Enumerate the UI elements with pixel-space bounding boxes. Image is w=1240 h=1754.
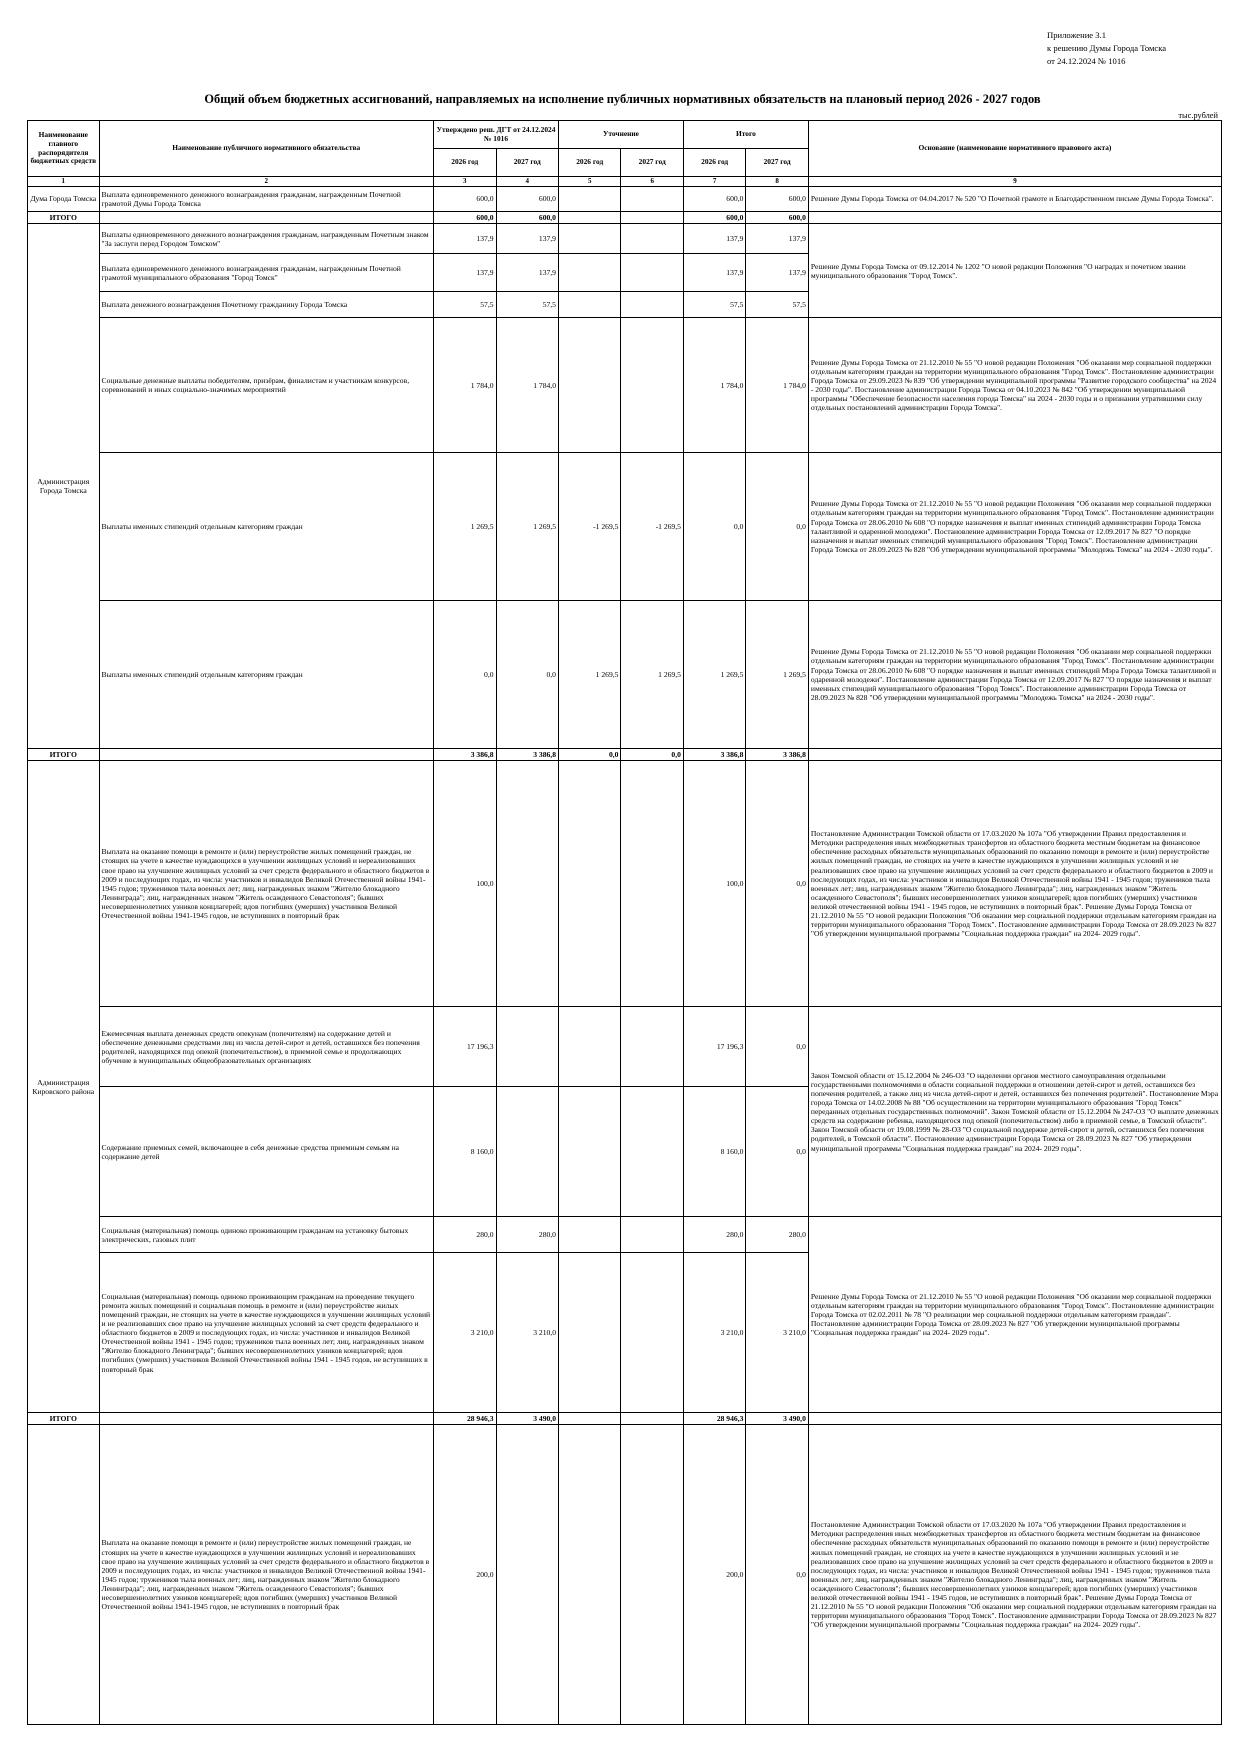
value-cell: 137,9: [746, 254, 808, 292]
obligation-cell: Выплата единовременного денежного вознаграждения гражданам, награжденным Почетной грамотой муниципального образования "Город Томск": [99, 254, 434, 292]
value-cell: [621, 254, 683, 292]
table-row: [28, 1007, 1222, 1087]
value-cell: [558, 761, 620, 1007]
total-value: 28 946,3: [683, 1413, 745, 1425]
col-num: 2: [99, 177, 434, 187]
table-row: [28, 318, 1222, 453]
total-value: 600,0: [683, 212, 745, 224]
value-cell: [558, 1007, 620, 1087]
header-row-1: [28, 121, 1222, 149]
value-cell: [621, 224, 683, 254]
appendix-note: [1047, 29, 1166, 68]
value-cell: 1 784,0: [683, 318, 745, 453]
obligation-cell: Выплаты именных стипендий отдельным категориям граждан: [99, 453, 434, 601]
value-cell: 1 269,5: [496, 453, 558, 601]
header-year-2026: 2026 год: [434, 149, 496, 177]
basis-cell: Решение Думы Города Томска от 21.12.2010 № 55 "О новой редакции Положения "Об оказании мер социальной поддержки отдельным категориям граждан на территории муниципального образования "Город Томск". Постановление администрации Города Томска от 02.02.2011 № 78 "О реализации мер социальной поддержки отдельным категориям граждан". Постановление администрации Города Томска от 28.09.2023 № 827 "Об утверждении муниципальной программы "Социальная поддержка граждан" на 2024- 2029 годы".: [808, 1217, 1221, 1413]
value-cell: 3 210,0: [434, 1253, 496, 1413]
value-cell: 1 784,0: [434, 318, 496, 453]
value-cell: 600,0: [746, 187, 808, 212]
value-cell: 3 210,0: [496, 1253, 558, 1413]
value-cell: [621, 1217, 683, 1253]
value-cell: 280,0: [746, 1217, 808, 1253]
total-value: [558, 1413, 620, 1425]
value-cell: [496, 1007, 558, 1087]
table-row: [28, 601, 1222, 749]
basis-cell: Решение Думы Города Томска от 21.12.2010 № 55 "О новой редакции Положения "Об оказании мер социальной поддержки отдельным категориям граждан на территории муниципального образования "Город Томск". Постановление администрации Города Томска от 28.06.2010 № 608 "О порядке назначения и выплат именных стипендий администрации Города Томска талантливой и одаренной молодежи". Постановление администрации Города Томска от 12.09.2017 № 827 "О порядке назначения и выплат именных стипендий муниципального образования "Город Томск". Постановление администрации Города Томска от 28.09.2023 № 828 "Об утверждении муниципальной программы "Молодежь Томска" на 2024 - 2030 годы".: [808, 453, 1221, 601]
grbs-cell: Администрация Кировского района: [28, 761, 100, 1413]
value-cell: 0,0: [434, 601, 496, 749]
total-value: 3 490,0: [496, 1413, 558, 1425]
value-cell: [558, 1253, 620, 1413]
value-cell: 100,0: [683, 761, 745, 1007]
value-cell: [621, 1253, 683, 1413]
value-cell: 1 269,5: [558, 601, 620, 749]
header-basis: Основание (наименование нормативного правового акта): [808, 121, 1221, 177]
empty-cell: [99, 749, 434, 761]
value-cell: [558, 1425, 620, 1725]
value-cell: 600,0: [683, 187, 745, 212]
value-cell: [621, 1007, 683, 1087]
value-cell: [558, 187, 620, 212]
value-cell: 3 210,0: [746, 1253, 808, 1413]
total-value: 28 946,3: [434, 1413, 496, 1425]
obligation-cell: Выплата денежного вознаграждения Почетному гражданину Города Томска: [99, 292, 434, 318]
grbs-cell: [28, 1425, 100, 1725]
obligation-cell: Выплаты единовременного денежного вознаграждения гражданам, награжденным Почетным знаком "За заслуги перед Городом Томском": [99, 224, 434, 254]
value-cell: -1 269,5: [558, 453, 620, 601]
value-cell: 600,0: [496, 187, 558, 212]
header-total: Итого: [683, 121, 808, 149]
col-num: 6: [621, 177, 683, 187]
table-row: [28, 761, 1222, 1007]
total-value: 600,0: [496, 212, 558, 224]
total-row: [28, 749, 1222, 761]
value-cell: 137,9: [496, 224, 558, 254]
value-cell: 0,0: [746, 1007, 808, 1087]
col-num: 1: [28, 177, 100, 187]
value-cell: 137,9: [496, 254, 558, 292]
col-num: 5: [558, 177, 620, 187]
header-obligation: Наименование публичного нормативного обязательства: [99, 121, 434, 177]
value-cell: [558, 224, 620, 254]
basis-cell: Постановление Администрации Томской области от 17.03.2020 № 107а "Об утверждении Правил предоставления и Методики распределения иных межбюджетных трансфертов из областного бюджета местным бюджетам на финансовое обеспечение расходных обязательств муниципальных образований по оказанию помощи в ремонте и (или) переустройстве жилых помещений граждан, не стоящих на учете в качестве нуждающихся в улучшении жилищных условий и не реализовавших свое право на улучшение жилищных условий за счет средств федерального и областного бюджетов в 2009 и последующих годах, из числа: участников и инвалидов Великой Отечественной войны 1941 - 1945 годов; тружеников тыла военных лет; лиц, награжденных знаком "Жителю блокадного Ленинграда"; лиц, награжденных знаком "Житель осажденного Севастополя"; бывших несовершеннолетних узников концлагерей; вдов погибших (умерших) участников великой отечественной войны 1941 - 1945 годов, не вступивших в повторный брак". Решение Думы Города Томска от 21.12.2010 № 55 "О новой редакции Положения "Об оказании мер социальной поддержки отдельным категориям граждан на территории муниципального образования "Город Томск". Постановление администрации Города Томска от 28.09.2023 № 827 "Об утверждении муниципальной программы "Социальная поддержка граждан" на 2024- 2029 годы".: [808, 1425, 1221, 1725]
total-value: 3 386,8: [746, 749, 808, 761]
value-cell: 0,0: [746, 761, 808, 1007]
value-cell: 137,9: [434, 254, 496, 292]
header-year-2026: 2026 год: [558, 149, 620, 177]
table-row: [28, 187, 1222, 212]
total-value: 3 386,8: [496, 749, 558, 761]
value-cell: [621, 187, 683, 212]
value-cell: [558, 292, 620, 318]
grbs-cell: Администрация Города Томска: [28, 224, 100, 749]
value-cell: 1 784,0: [496, 318, 558, 453]
value-cell: 8 160,0: [683, 1087, 745, 1217]
value-cell: [621, 292, 683, 318]
obligation-cell: Выплата на оказание помощи в ремонте и (или) переустройстве жилых помещений граждан, не стоящих на учете в качестве нуждающихся в улучшении жилищных условий и нереализовавших свое право на улучшение жилищных условий за счет средств федерального и областного бюджетов в 2009 и последующих годах, из числа: участников и инвалидов Великой Отечественной войны 1941-1945 годов; тружеников тыла военных лет; лиц, награжденных знаком "Жителю блокадного Ленинграда"; лиц, награжденных знаком "Житель осажденного Севастополя"; бывших несовершеннолетних узников концлагерей; вдов погибших (умерших) участников Великой Отечественной войны 1941-1945 годов, не вступивших в повторный брак: [99, 761, 434, 1007]
total-value: [621, 212, 683, 224]
units-label: тыс.рублей: [1178, 111, 1218, 120]
value-cell: 0,0: [746, 1087, 808, 1217]
col-num: 3: [434, 177, 496, 187]
header-clarification: Уточнение: [558, 121, 683, 149]
total-value: 3 386,8: [683, 749, 745, 761]
value-cell: [496, 1425, 558, 1725]
value-cell: 1 269,5: [434, 453, 496, 601]
basis-cell: Постановление Администрации Томской области от 17.03.2020 № 107а "Об утверждении Правил предоставления и Методики распределения иных межбюджетных трансфертов из областного бюджета местным бюджетам на финансовое обеспечение расходных обязательств муниципальных образований по оказанию помощи в ремонте и (или) переустройстве жилых помещений граждан, не стоящих на учете в качестве нуждающихся в улучшении жилищных условий и не реализовавших свое право на улучшение жилищных условий за счет средств федерального и областного бюджетов в 2009 и последующих годах, из числа: участников и инвалидов Великой Отечественной войны 1941 - 1945 годов; тружеников тыла военных лет; лиц, награжденных знаком "Жителю блокадного Ленинграда"; лиц, награжденных знаком "Житель осажденного Севастополя"; бывших несовершеннолетних узников концлагерей; вдов погибших (умерших) участников великой отечественной войны 1941 - 1945 годов, не вступивших в повторный брак". Решение Думы Города Томска от 21.12.2010 № 55 "О новой редакции Положения "Об оказании мер социальной поддержки отдельным категориям граждан на территории муниципального образования "Город Томск". Постановление администрации Города Томска от 28.09.2023 № 827 "Об утверждении муниципальной программы "Социальная поддержка граждан" на 2024- 2029 годы".: [808, 761, 1221, 1007]
total-value: [621, 1413, 683, 1425]
col-num: 8: [746, 177, 808, 187]
value-cell: [558, 1217, 620, 1253]
obligation-cell: Социальная (материальная) помощь одиноко проживающим гражданам на проведение текущего ремонта жилых помещений и социальная помощь в ремонте и (или) переустройстве жилых помещений граждан, не стоящих на учете в качестве нуждающихся в улучшении жилищных условий и не реализовавших свое право на улучшение жилищных условий за счет средств федерального и областного бюджетов в 2009 и последующих годах, из числа: участников и инвалидов Великой Отечественной войны 1941 - 1945 годов; тружеников тыла военных лет; лиц, награжденных знаком "Жителю блокадного Ленинграда"; бывших несовершеннолетних узников концлагерей; вдов погибших (умерших) участников Великой Отечественной войны 1941 - 1945 годов, не вступивших в повторный брак: [99, 1253, 434, 1413]
obligation-cell: Социальные денежные выплаты победителям, призёрам, финалистам и участникам конкурсов, соревнований и иных социально-значимых мероприятий: [99, 318, 434, 453]
value-cell: [558, 318, 620, 453]
obligation-cell: Содержание приемных семей, включающее в себя денежные средства приемным семьям на содержание детей: [99, 1087, 434, 1217]
total-value: 3 386,8: [434, 749, 496, 761]
header-year-2027: 2027 год: [621, 149, 683, 177]
basis-cell: Решение Думы Города Томска от 21.12.2010 № 55 "О новой редакции Положения "Об оказании мер социальной поддержки отдельным категориям граждан на территории муниципального образования "Город Томск". Постановление администрации Города Томска от 29.09.2023 № 839 "Об утверждении муниципальной программы "Развитие городского сообщества" на 2024 - 2030 годы". Постановление администрации Города Томска от 04.10.2023 № 842 "Об утверждении муниципальной программы "Обеспечение безопасности населения города Томска" на 2024 - 2030 годы и о признании утратившими силу отдельных постановлений администрации Города Томска".: [808, 318, 1221, 453]
basis-cell: Закон Томской области от 15.12.2004 № 246-ОЗ "О наделении органов местного самоуправления отдельными государственными полномочиями в области социальной поддержки в отношении детей-сирот и детей, оставшихся без попечения родителей, а также лиц из числа детей-сирот и детей, оставшихся без попечения родителей". Постановление Мэра города Томска от 14.02.2008 № 88 "Об осуществлении на территории муниципального образования "Город Томск" переданных отдельных государственных полномочий". Закон Томской области от 15.12.2004 № 247-ОЗ "О выплате денежных средств на содержание ребенка, находящегося под опекой (попечительством) либо в приемной семье, в Томской области". Закон Томской области от 19.08.1999 № 28-ОЗ "О социальной поддержке детей-сирот и детей, оставшихся без попечения родителей, в Томской области". Постановление администрации Города Томска от 28.09.2023 № 827 "Об утверждении муниципальной программы "Социальная поддержка граждан" на 2024- 2029 годы".: [808, 1007, 1221, 1217]
total-label: ИТОГО: [28, 1413, 100, 1425]
document-title: Общий объем бюджетных ассигнований, направляемых на исполнение публичных нормативных обязательств на плановый период 2026 - 2027 годов: [204, 92, 1041, 106]
total-row: [28, 212, 1222, 224]
value-cell: 200,0: [683, 1425, 745, 1725]
column-numbers-row: [28, 177, 1222, 187]
value-cell: [496, 1087, 558, 1217]
value-cell: 1 269,5: [621, 601, 683, 749]
value-cell: 137,9: [683, 254, 745, 292]
empty-cell: [808, 1413, 1221, 1425]
obligation-cell: Социальная (материальная) помощь одиноко проживающим гражданам на установку бытовых электрических, газовых плит: [99, 1217, 434, 1253]
header-year-2027: 2027 год: [496, 149, 558, 177]
header-approved: Утверждено реш. ДГТ от 24.12.2024 № 1016: [434, 121, 559, 149]
value-cell: 57,5: [496, 292, 558, 318]
value-cell: [558, 254, 620, 292]
value-cell: 17 196,3: [434, 1007, 496, 1087]
table-row: [28, 1217, 1222, 1253]
value-cell: [496, 761, 558, 1007]
value-cell: 57,5: [434, 292, 496, 318]
total-value: 0,0: [558, 749, 620, 761]
empty-cell: [99, 212, 434, 224]
value-cell: [558, 1087, 620, 1217]
value-cell: 280,0: [434, 1217, 496, 1253]
value-cell: 8 160,0: [434, 1087, 496, 1217]
col-num: 7: [683, 177, 745, 187]
empty-cell: [99, 1413, 434, 1425]
total-value: 600,0: [434, 212, 496, 224]
total-value: [558, 212, 620, 224]
basis-cell: Решение Думы Города Томска от 21.12.2010 № 55 "О новой редакции Положения "Об оказании мер социальной поддержки отдельным категориям граждан на территории муниципального образования "Город Томск". Постановление администрации Города Томска от 28.06.2010 № 608 "О порядке назначения и выплат именных стипендий Мэра Города Томска талантливой и одаренной молодежи". Постановление администрации Города Томска от 12.09.2017 № 827 "О порядке назначения и выплат именных стипендий муниципального образования "Город Томск". Постановление администрации Города Томска от 28.09.2023 № 828 "Об утверждении муниципальной программы "Молодежь Томска" на 2024 - 2030 годы".: [808, 601, 1221, 749]
appendix-line-3: от 24.12.2024 № 1016: [1047, 56, 1126, 66]
value-cell: 57,5: [746, 292, 808, 318]
total-value: 600,0: [746, 212, 808, 224]
obligation-cell: Выплата на оказание помощи в ремонте и (или) переустройстве жилых помещений граждан, не стоящих на учете в качестве нуждающихся в улучшении жилищных условий и нереализовавших свое право на улучшение жилищных условий за счет средств федерального и областного бюджетов в 2009 и последующих годах, из числа: участников и инвалидов Великой Отечественной войны 1941-1945 годов; тружеников тыла военных лет; лиц, награжденных знаком "Жителю блокадного Ленинграда"; лиц, награжденных знаком "Житель осажденного Севастополя"; бывших несовершеннолетних узников концлагерей; вдов погибших (умерших) участников Великой Отечественной войны 1941-1945 годов, не вступивших в повторный брак: [99, 1425, 434, 1725]
value-cell: 137,9: [434, 224, 496, 254]
header-year-2027: 2027 год: [746, 149, 808, 177]
header-grbs: Наименование главного распорядителя бюджетных средств: [28, 121, 100, 177]
value-cell: 280,0: [496, 1217, 558, 1253]
value-cell: 1 269,5: [683, 601, 745, 749]
empty-cell: [808, 749, 1221, 761]
total-label: ИТОГО: [28, 749, 100, 761]
basis-cell: Решение Думы Города Томска от 09.12.2014 № 1202 "О новой редакции Положения "О наградах и почетном звании муниципального образования "Город Томск".: [808, 224, 1221, 318]
value-cell: 3 210,0: [683, 1253, 745, 1413]
total-value: 3 490,0: [746, 1413, 808, 1425]
obligation-cell: Выплаты именных стипендий отдельным категориям граждан: [99, 601, 434, 749]
obligation-cell: Ежемесячная выплата денежных средств опекунам (попечителям) на содержание детей и обеспечение денежными средствами лиц из числа детей-сирот и детей, оставшихся без попечения родителей, находящихся под опекой (попечительством), в приемной семье и продолжающих обучение в муниципальных общеобразовательных организациях: [99, 1007, 434, 1087]
value-cell: 200,0: [434, 1425, 496, 1725]
value-cell: [621, 1425, 683, 1725]
budget-table: [27, 120, 1222, 1725]
value-cell: 57,5: [683, 292, 745, 318]
basis-cell: Решение Думы Города Томска от 04.04.2017 № 520 "О Почетной грамоте и Благодарственном письме Думы Города Томска".: [808, 187, 1221, 212]
value-cell: [621, 761, 683, 1007]
total-row: [28, 1413, 1222, 1425]
value-cell: 0,0: [746, 1425, 808, 1725]
grbs-cell: Дума Города Томска: [28, 187, 100, 212]
table-row: [28, 1425, 1222, 1725]
value-cell: 0,0: [746, 453, 808, 601]
col-num: 9: [808, 177, 1221, 187]
value-cell: 137,9: [746, 224, 808, 254]
col-num: 4: [496, 177, 558, 187]
appendix-line-1: Приложение 3.1: [1047, 30, 1107, 40]
value-cell: 137,9: [683, 224, 745, 254]
value-cell: 100,0: [434, 761, 496, 1007]
value-cell: 0,0: [683, 453, 745, 601]
value-cell: 600,0: [434, 187, 496, 212]
appendix-line-2: к решению Думы Города Томска: [1047, 43, 1167, 53]
value-cell: [621, 1087, 683, 1217]
total-value: 0,0: [621, 749, 683, 761]
value-cell: 1 269,5: [746, 601, 808, 749]
value-cell: 1 784,0: [746, 318, 808, 453]
header-year-2026: 2026 год: [683, 149, 745, 177]
value-cell: [621, 318, 683, 453]
value-cell: 0,0: [496, 601, 558, 749]
value-cell: 280,0: [683, 1217, 745, 1253]
obligation-cell: Выплата единовременного денежного вознаграждения гражданам, награжденным Почетной грамотой Думы Города Томска: [99, 187, 434, 212]
total-label: ИТОГО: [28, 212, 100, 224]
value-cell: 17 196,3: [683, 1007, 745, 1087]
value-cell: -1 269,5: [621, 453, 683, 601]
table-row: [28, 224, 1222, 254]
empty-cell: [808, 212, 1221, 224]
table-row: [28, 453, 1222, 601]
